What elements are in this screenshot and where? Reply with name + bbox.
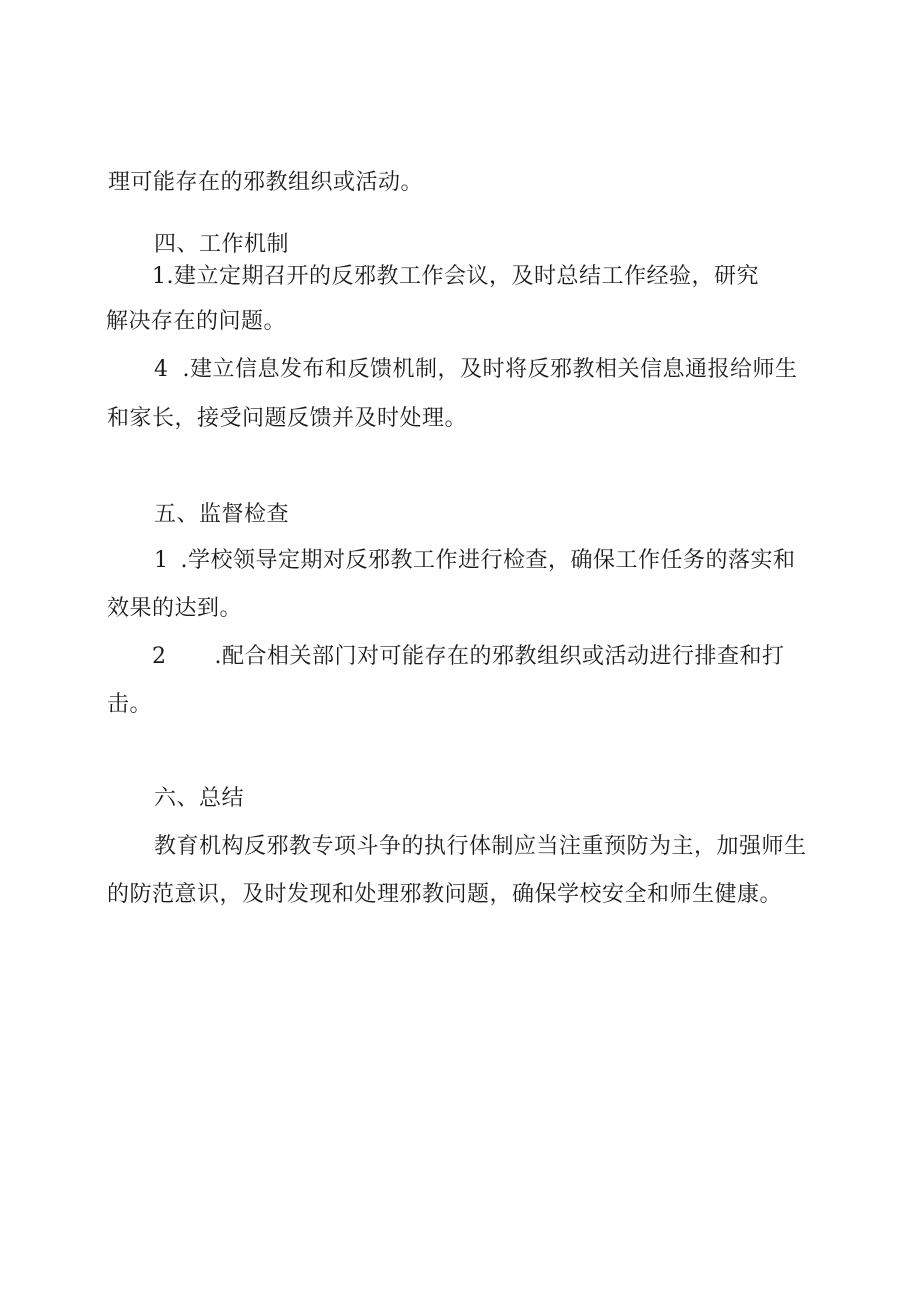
section4-heading: 四、工作机制 xyxy=(154,232,290,257)
section5-item1-line1 xyxy=(154,546,796,576)
section5-heading: 五、监督检查 xyxy=(154,502,290,527)
section5-item1-line2: 效果的达到。 xyxy=(107,596,243,621)
section4-item2-line1 xyxy=(154,355,798,385)
section5-item2-line2: 击。 xyxy=(107,692,153,717)
section5-item2-line1 xyxy=(152,642,785,672)
section5-item1-number: 1 xyxy=(154,548,169,573)
section6-paragraph-line2: 的防范意识，及时发现和处理邪教问题，确保学校安全和师生健康。 xyxy=(107,882,783,907)
intro-tail-text: 理可能存在的邪教组织或活动。 xyxy=(108,170,424,195)
section4-item2-text: .建立信息发布和反馈机制，及时将反邪教相关信息通报给师生 xyxy=(182,357,798,382)
section6-heading: 六、总结 xyxy=(154,786,245,811)
section5-item2-number: 2 xyxy=(152,644,167,669)
section4-item1-line2: 解决存在的问题。 xyxy=(106,309,287,334)
section4-item2-line2: 和家长，接受问题反馈并及时处理。 xyxy=(107,406,468,431)
section5-item2-text: .配合相关部门对可能存在的邪教组织或活动进行排查和打 xyxy=(214,644,785,669)
section5-item1-text: .学校领导定期对反邪教工作进行检查，确保工作任务的落实和 xyxy=(180,548,796,573)
section4-item1-line1: 1.建立定期召开的反邪教工作会议，及时总结工作经验，研究 xyxy=(152,264,759,289)
section4-item2-number: 4 xyxy=(154,357,169,382)
section6-paragraph-line1: 教育机构反邪教专项斗争的执行体制应当注重预防为主，加强师生 xyxy=(154,834,807,859)
